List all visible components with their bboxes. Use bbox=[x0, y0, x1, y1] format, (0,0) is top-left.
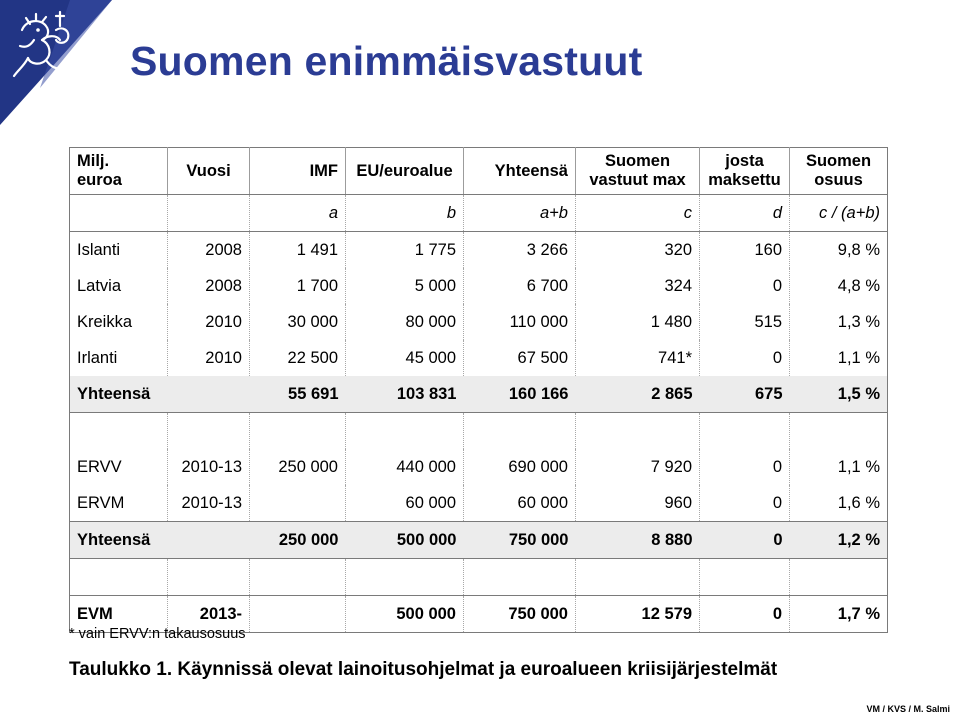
table-cell: EVM bbox=[70, 596, 168, 633]
table-cell: 1,7 % bbox=[790, 596, 888, 633]
table-row bbox=[70, 449, 888, 485]
table-cell: Kreikka bbox=[70, 304, 168, 340]
table-cell: 2008 bbox=[168, 268, 250, 304]
table-cell bbox=[464, 559, 576, 596]
table-cell: 440 000 bbox=[346, 449, 464, 485]
table-cell bbox=[250, 485, 346, 522]
table-cell: 5 000 bbox=[346, 268, 464, 304]
table-cell bbox=[700, 413, 790, 450]
table-cell bbox=[168, 413, 250, 450]
table-cell: 500 000 bbox=[346, 596, 464, 633]
table-cell bbox=[464, 413, 576, 450]
formula-row bbox=[70, 195, 888, 232]
spacer-row bbox=[70, 559, 888, 596]
table-row bbox=[70, 232, 888, 269]
column-header bbox=[70, 148, 168, 195]
formula-cell: c bbox=[576, 195, 700, 232]
table-cell: Islanti bbox=[70, 232, 168, 269]
table-cell: 60 000 bbox=[346, 485, 464, 522]
table-cell bbox=[790, 559, 888, 596]
table-cell: 500 000 bbox=[346, 522, 464, 559]
column-header-text: josta bbox=[725, 152, 764, 170]
table-cell: 4,8 % bbox=[837, 276, 880, 295]
table-cell: Irlanti bbox=[70, 340, 168, 376]
formula-cell: a+b bbox=[464, 195, 576, 232]
table-cell: 1,6 % bbox=[837, 493, 880, 512]
table-cell: Yhteensä bbox=[70, 522, 168, 559]
column-header-text: euroa bbox=[77, 171, 122, 189]
table-cell: 2010-13 bbox=[168, 449, 250, 485]
table-cell: 22 500 bbox=[250, 340, 346, 376]
table-cell: ERVV bbox=[70, 449, 168, 485]
table-cell: 1 775 bbox=[346, 232, 464, 269]
column-header-text: Suomen bbox=[604, 152, 671, 170]
column-header bbox=[250, 148, 346, 195]
table-cell: 1,2 % bbox=[790, 522, 888, 559]
table-row bbox=[70, 485, 888, 522]
table-cell: 0 bbox=[700, 522, 790, 559]
table-cell: 7 920 bbox=[576, 449, 700, 485]
table-cell: Yhteensä bbox=[70, 376, 168, 413]
table-cell: 750 000 bbox=[464, 596, 576, 633]
table-cell: 0 bbox=[700, 340, 790, 376]
formula-cell: b bbox=[346, 195, 464, 232]
table-cell: 9,8 % bbox=[837, 240, 880, 259]
table-row bbox=[70, 340, 888, 376]
table-cell bbox=[250, 559, 346, 596]
table-row bbox=[70, 376, 888, 413]
column-header-text: osuus bbox=[814, 171, 863, 189]
table-cell: 55 691 bbox=[250, 376, 346, 413]
column-header bbox=[346, 148, 464, 195]
spacer-row bbox=[70, 413, 888, 450]
table-header-row bbox=[70, 148, 888, 195]
table-row bbox=[70, 522, 888, 559]
table-cell: 6 700 bbox=[464, 268, 576, 304]
table-cell: 0 bbox=[700, 268, 790, 304]
table-cell bbox=[168, 522, 250, 559]
table-cell bbox=[168, 376, 250, 413]
column-header-text: IMF bbox=[309, 161, 338, 180]
table-cell bbox=[70, 413, 168, 450]
table-cell: 0 bbox=[700, 449, 790, 485]
table-cell: 110 000 bbox=[464, 304, 576, 340]
finnish-lion-emblem-icon bbox=[0, 0, 112, 125]
table-cell: 45 000 bbox=[346, 340, 464, 376]
table-cell: 1,5 % bbox=[790, 376, 888, 413]
column-header bbox=[464, 148, 576, 195]
table-cell: 3 266 bbox=[464, 232, 576, 269]
table-cell: 741* bbox=[576, 340, 700, 376]
column-header-text: Suomen bbox=[805, 152, 872, 170]
table-cell: 160 166 bbox=[464, 376, 576, 413]
column-header-text: vastuut max bbox=[589, 171, 686, 189]
table-cell: 1,1 % bbox=[837, 348, 880, 367]
table-cell: 8 880 bbox=[576, 522, 700, 559]
formula-cell: a bbox=[250, 195, 346, 232]
table-cell: 0 bbox=[700, 596, 790, 633]
table-cell bbox=[576, 559, 700, 596]
table-row bbox=[70, 304, 888, 340]
column-header-text: EU/euroalue bbox=[356, 161, 453, 180]
column-header bbox=[576, 148, 700, 195]
formula-cell bbox=[70, 195, 168, 232]
formula-cell: d bbox=[700, 195, 790, 232]
table-cell: 160 bbox=[700, 232, 790, 269]
column-header-text: Milj. bbox=[77, 152, 110, 170]
table-cell bbox=[250, 596, 346, 633]
table-cell: 750 000 bbox=[464, 522, 576, 559]
table-row bbox=[70, 268, 888, 304]
liabilities-table-container bbox=[69, 147, 887, 633]
table-cell: 80 000 bbox=[346, 304, 464, 340]
table-cell: Latvia bbox=[70, 268, 168, 304]
table-cell: 60 000 bbox=[464, 485, 576, 522]
column-header-text: Yhteensä bbox=[494, 161, 568, 180]
table-cell bbox=[168, 559, 250, 596]
formula-cell bbox=[168, 195, 250, 232]
table-cell: 2 865 bbox=[576, 376, 700, 413]
table-cell: 1 491 bbox=[250, 232, 346, 269]
table-cell: 1,3 % bbox=[837, 312, 880, 331]
table-cell: 320 bbox=[576, 232, 700, 269]
table-cell: 2010 bbox=[168, 340, 250, 376]
table-cell: 12 579 bbox=[576, 596, 700, 633]
column-header bbox=[700, 148, 790, 195]
table-cell: 67 500 bbox=[464, 340, 576, 376]
column-header bbox=[790, 148, 888, 195]
table-cell bbox=[790, 413, 888, 450]
column-header-text: maksettu bbox=[708, 171, 781, 189]
table-cell: 250 000 bbox=[250, 522, 346, 559]
table-cell bbox=[70, 559, 168, 596]
table-footnote: * vain ERVV:n takausosuus bbox=[69, 626, 246, 642]
liabilities-table bbox=[69, 147, 888, 633]
table-cell bbox=[700, 559, 790, 596]
table-cell: 2013- bbox=[168, 596, 250, 633]
table-cell: 1 700 bbox=[250, 268, 346, 304]
table-cell bbox=[346, 559, 464, 596]
table-cell: 2010 bbox=[168, 304, 250, 340]
table-cell: 1,1 % bbox=[837, 457, 880, 476]
table-cell: ERVM bbox=[70, 485, 168, 522]
formula-cell: c / (a+b) bbox=[790, 195, 888, 232]
table-cell: 103 831 bbox=[346, 376, 464, 413]
table-cell: 690 000 bbox=[464, 449, 576, 485]
table-cell: 2010-13 bbox=[168, 485, 250, 522]
page-title: Suomen enimmäisvastuut bbox=[130, 38, 643, 84]
table-cell: 324 bbox=[576, 268, 700, 304]
table-cell: 2008 bbox=[168, 232, 250, 269]
table-cell: 1 480 bbox=[576, 304, 700, 340]
table-cell bbox=[576, 413, 700, 450]
table-cell: 0 bbox=[700, 485, 790, 522]
table-cell: 250 000 bbox=[250, 449, 346, 485]
column-header bbox=[168, 148, 250, 195]
table-cell: 515 bbox=[700, 304, 790, 340]
author-credit: VM / KVS / M. Salmi bbox=[866, 704, 950, 714]
column-header-text: Vuosi bbox=[186, 161, 231, 180]
table-cell bbox=[346, 413, 464, 450]
table-cell: 960 bbox=[576, 485, 700, 522]
table-cell: 30 000 bbox=[250, 304, 346, 340]
table-caption: Taulukko 1. Käynnissä olevat lainoitusohjelmat ja euroalueen kriisijärjestelmät bbox=[69, 659, 778, 680]
table-cell: 675 bbox=[700, 376, 790, 413]
table-cell bbox=[250, 413, 346, 450]
